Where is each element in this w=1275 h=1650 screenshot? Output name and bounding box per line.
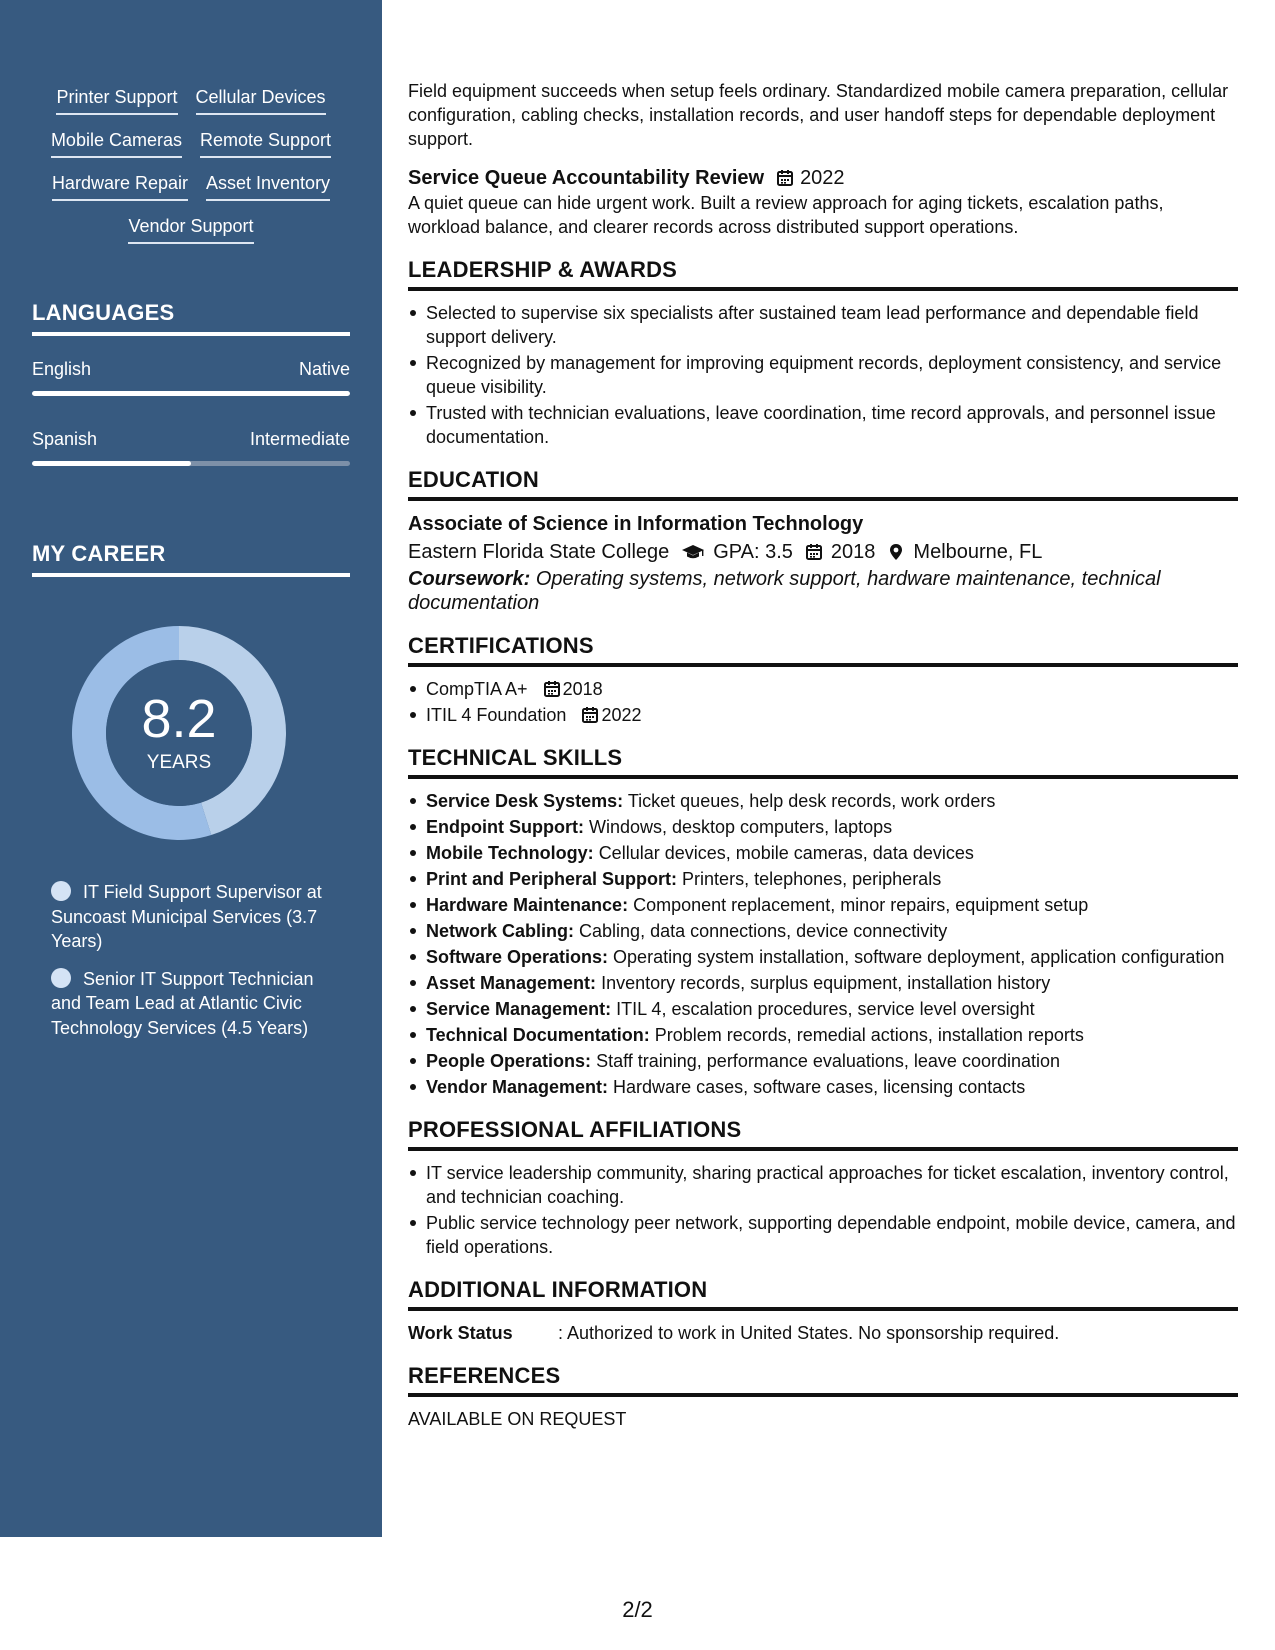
list-item [408, 945, 1238, 969]
certifications-list [408, 677, 1238, 727]
skill-label: Vendor Management: [426, 1077, 609, 1097]
skill-text: Component replacement, minor repairs, equipment setup [633, 895, 1089, 915]
affiliations-list [408, 1161, 1238, 1259]
list-item: Selected to supervise six specialists after sustained team lead performance and dependable field support delivery. [408, 301, 1238, 349]
career-list [51, 880, 341, 1053]
coursework-text: Operating systems, network support, hardware maintenance, technical documentation [408, 568, 1161, 614]
legend-dot [51, 881, 71, 901]
project-year: 2022 [800, 167, 845, 189]
skill-text: ITIL 4, escalation procedures, service level oversight [616, 999, 1035, 1019]
skill-label: People Operations: [426, 1051, 592, 1071]
list-item [408, 841, 1238, 865]
career-item [51, 967, 341, 1041]
coursework-label: Coursework: [408, 568, 531, 590]
references-text: AVAILABLE ON REQUEST [408, 1409, 627, 1429]
skill-tag: Printer Support [56, 84, 177, 115]
calendar-icon [805, 543, 823, 561]
technical-skills-heading: TECHNICAL SKILLS [408, 745, 1238, 779]
work-status-value: : Authorized to work in United States. No sponsorship required. [558, 1323, 1060, 1343]
project-title-row [408, 165, 1238, 191]
skill-text: Cabling, data connections, device connectivity [579, 921, 948, 941]
skill-label: Print and Peripheral Support: [426, 869, 678, 889]
skill-label: Asset Management: [426, 973, 597, 993]
list-item [408, 997, 1238, 1021]
proficiency-fill [32, 391, 350, 396]
list-item [408, 971, 1238, 995]
affiliations-heading: PROFESSIONAL AFFILIATIONS [408, 1117, 1238, 1151]
graduation-cap-icon [681, 543, 705, 561]
main-content [408, 79, 1238, 1431]
location-pin-icon [887, 543, 905, 561]
skill-text: Cellular devices, mobile cameras, data devices [598, 843, 974, 863]
list-item [408, 703, 1238, 727]
project-description: A quiet queue can hide urgent work. Built a review approach for aging tickets, escalation paths, workload balance, and clearer records across distributed support operations. [408, 193, 1164, 237]
skill-tag: Mobile Cameras [51, 127, 182, 158]
page-number: 2/2 [622, 1597, 653, 1622]
skill-tag: Cellular Devices [196, 84, 326, 115]
list-item [408, 867, 1238, 891]
certification-name: ITIL 4 Foundation [426, 705, 567, 725]
sidebar [0, 0, 382, 1537]
career-item-text: Senior IT Support Technician and Team Lead at Atlantic Civic Technology Services (4.5 Years) [51, 968, 314, 1038]
skill-text: Hardware cases, software cases, licensing contacts [613, 1077, 1026, 1097]
list-item [408, 893, 1238, 917]
list-item [408, 789, 1238, 813]
skill-label: Hardware Maintenance: [426, 895, 629, 915]
list-item [408, 815, 1238, 839]
legend-dot [51, 968, 71, 988]
skill-label: Endpoint Support: [426, 817, 584, 837]
calendar-icon [543, 680, 561, 698]
career-item-text: IT Field Support Supervisor at Suncoast Municipal Services (3.7 Years) [51, 882, 322, 951]
language-level: Native [298, 359, 350, 379]
skill-label: Service Management: [426, 999, 612, 1019]
skill-tags [32, 84, 350, 244]
skill-text: Staff training, performance evaluations, leave coordination [596, 1051, 1061, 1071]
skill-text: Windows, desktop computers, laptops [588, 817, 893, 837]
list-item [408, 677, 1238, 701]
language-name: English [32, 359, 92, 379]
proficiency-fill [32, 461, 191, 466]
career-total-years: 8.2 [141, 689, 217, 749]
education-heading: EDUCATION [408, 467, 1238, 501]
language-name: Spanish [32, 429, 98, 449]
skill-tag: Remote Support [200, 127, 331, 158]
work-status-row [408, 1321, 1238, 1345]
list-item [408, 1049, 1238, 1073]
list-item [408, 1023, 1238, 1047]
degree: Associate of Science in Information Technology [408, 513, 864, 535]
skill-label: Mobile Technology: [426, 843, 594, 863]
school: Eastern Florida State College [408, 541, 670, 563]
skill-tag: Hardware Repair [52, 170, 188, 201]
proficiency-bar [32, 461, 350, 466]
career-total-unit: YEARS [146, 752, 212, 773]
list-item [408, 1075, 1238, 1099]
certification-date [581, 705, 641, 725]
skill-text: Operating system installation, software deployment, application configuration [613, 947, 1225, 967]
certification-date [543, 679, 603, 699]
calendar-icon [581, 706, 599, 724]
leadership-list [408, 301, 1238, 449]
leadership-heading: LEADERSHIP & AWARDS [408, 257, 1238, 291]
gpa: GPA: 3.5 [713, 541, 793, 563]
references-heading: REFERENCES [408, 1363, 1238, 1397]
list-item: IT service leadership community, sharing practical approaches for ticket escalation, inventory control, and technician coaching. [408, 1161, 1238, 1209]
skill-text: Ticket queues, help desk records, work orders [627, 791, 996, 811]
list-item [408, 919, 1238, 943]
project-title: Service Queue Accountability Review [408, 167, 765, 189]
skill-text: Inventory records, surplus equipment, installation history [601, 973, 1051, 993]
skill-label: Technical Documentation: [426, 1025, 650, 1045]
career-item [51, 880, 341, 954]
skill-text: Problem records, remedial actions, installation reports [654, 1025, 1084, 1045]
technical-skills-list [408, 789, 1238, 1099]
certification-year: 2022 [601, 705, 642, 725]
certification-name: CompTIA A+ [426, 679, 528, 699]
languages-heading: LANGUAGES [32, 300, 350, 336]
graduation-year: 2018 [830, 541, 876, 563]
project-intro: Field equipment succeeds when setup feels ordinary. Standardized mobile camera preparation, cellular configuration, cabling checks, installation records, and user handoff steps for dependable deployment support. [408, 81, 1229, 149]
skill-label: Service Desk Systems: [426, 791, 624, 811]
list-item: Public service technology peer network, supporting dependable endpoint, mobile device, camera, and field operations. [408, 1211, 1238, 1259]
work-status-label: Work Status [408, 1323, 513, 1343]
list-item: Trusted with technician evaluations, leave coordination, time record approvals, and personnel issue documentation. [408, 401, 1238, 449]
language-english [32, 357, 350, 396]
skill-tag: Vendor Support [128, 213, 253, 244]
school-location: Melbourne, FL [913, 541, 1043, 563]
additional-info-heading: ADDITIONAL INFORMATION [408, 1277, 1238, 1311]
career-heading: MY CAREER [32, 541, 350, 577]
calendar-icon [776, 169, 794, 187]
education-details [408, 537, 1238, 567]
certifications-heading: CERTIFICATIONS [408, 633, 1238, 667]
skill-text: Printers, telephones, peripherals [682, 869, 942, 889]
language-spanish [32, 427, 350, 466]
list-item: Recognized by management for improving equipment records, deployment consistency, and service queue visibility. [408, 351, 1238, 399]
skill-tag: Asset Inventory [206, 170, 330, 201]
skill-label: Software Operations: [426, 947, 609, 967]
skill-label: Network Cabling: [426, 921, 575, 941]
certification-year: 2018 [562, 679, 603, 699]
coursework [408, 567, 1238, 615]
language-level: Intermediate [249, 429, 350, 449]
proficiency-bar [32, 391, 350, 396]
